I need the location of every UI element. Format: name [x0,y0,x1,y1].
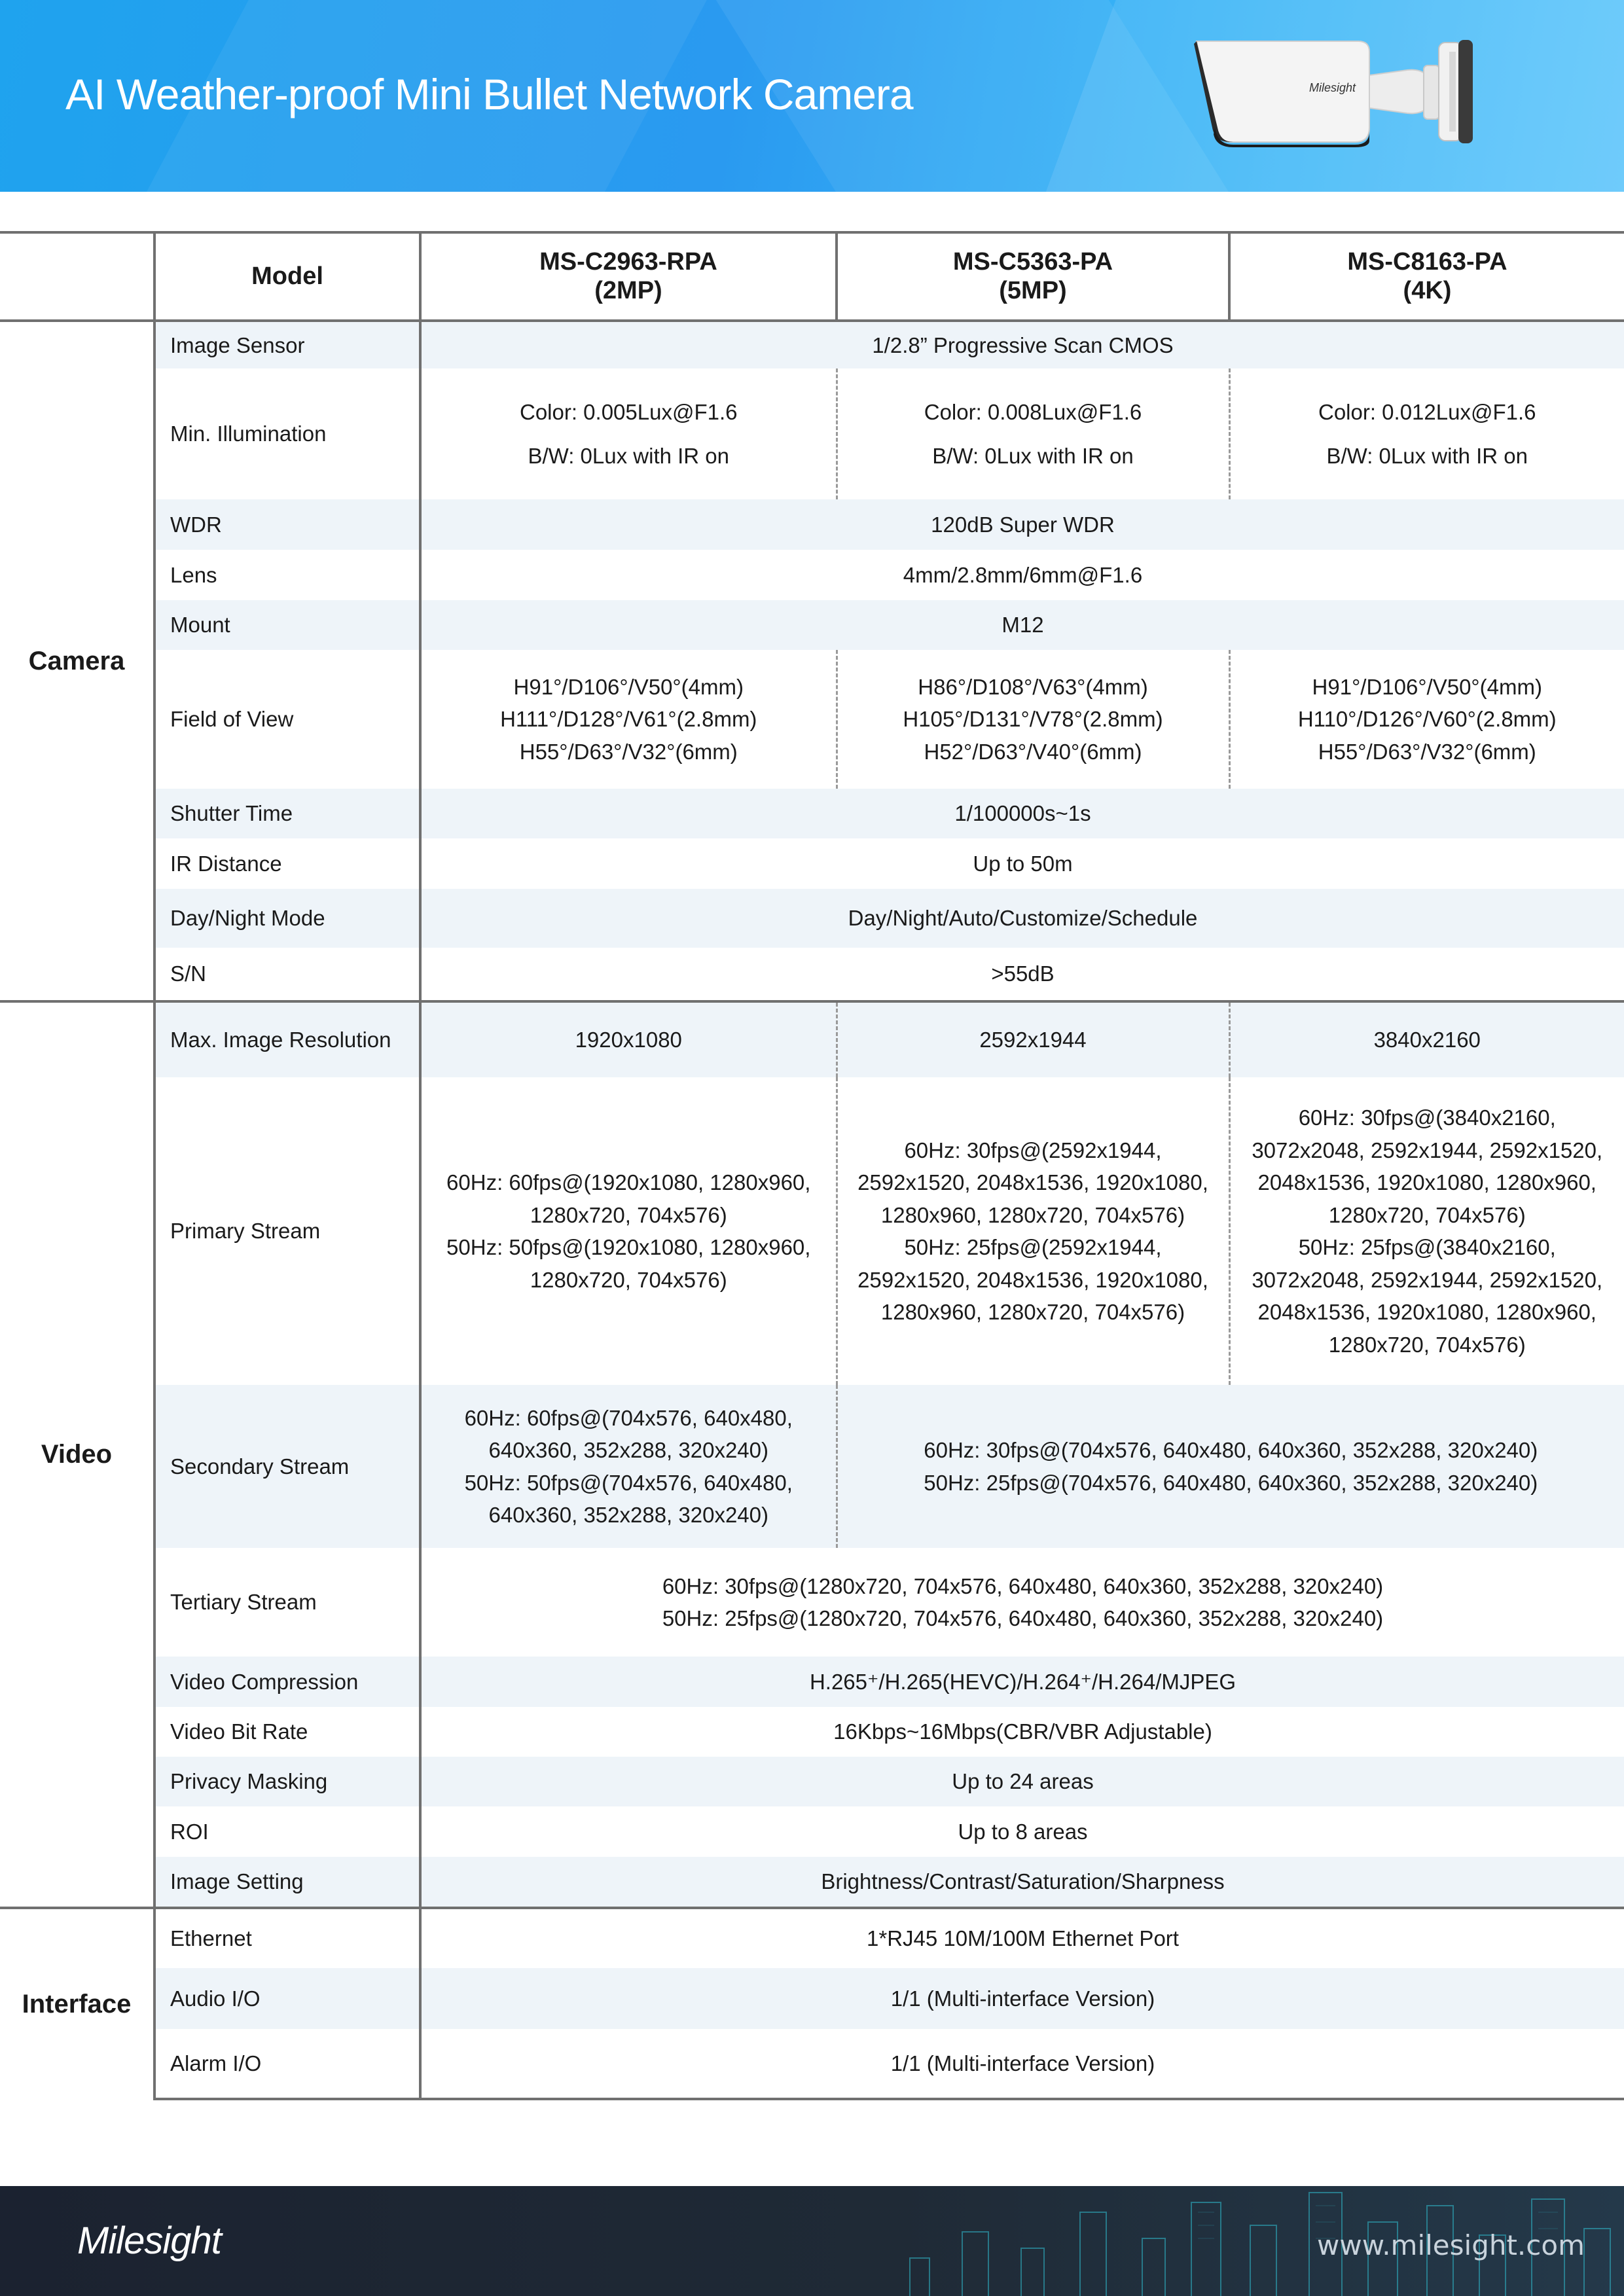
table-row [0,1657,1624,1707]
row-label: Field of View [154,650,420,789]
row-label: Mount [154,600,420,650]
table-row [0,1001,1624,1077]
row-label: Secondary Stream [154,1385,420,1548]
row-value: 1/1 (Multi-interface Version) [420,2029,1624,2099]
row-value: Up to 8 areas [958,1819,1088,1844]
milesight-logo: Milesight [77,2219,221,2262]
group-camera: Camera [0,321,154,1001]
row-value: 60Hz: 30fps@(3840x2160, 3072x2048, 2592x1944, 2592x1520, 2048x1536, 1920x1080, 1280x960, 1280x720, 704x576) 50Hz: 25fps@(3840x2160, 3072x2048, 2592x1944, 2592x1520, 2048x1536, 1920x1080, 1280x960, 1280x720, 704x576) [1252,1105,1603,1357]
row-label: S/N [154,948,420,1000]
table-row [0,838,1624,889]
table-row [0,948,1624,1000]
table-row [0,1548,1624,1657]
row-value: Color: 0.012Lux@F1.6 B/W: 0Lux with IR on [1318,399,1536,468]
table-row [0,368,1624,499]
row-label: Lens [154,550,420,600]
row-value: 1/2.8” Progressive Scan CMOS [420,321,1624,368]
row-value: 1920x1080 [420,1001,837,1077]
row-value: Up to 24 areas [420,1757,1624,1806]
row-value: 1/1 (Multi-interface Version) [420,1968,1624,2029]
row-value: M12 [420,600,1624,650]
row-label: WDR [154,499,420,550]
row-value: Up to 50m [973,851,1073,876]
row-value: Color: 0.008Lux@F1.6 B/W: 0Lux with IR on [837,368,1229,499]
group-interface: Interface [0,1908,154,2099]
row-label: Image Setting [154,1857,420,1908]
row-value: 60Hz: 30fps@(1280x720, 704x576, 640x480, 640x360, 352x288, 320x240) 50Hz: 25fps@(1280x720, 704x576, 640x480, 640x360, 352x288, 320x240) [662,1573,1384,1630]
table-row [0,1077,1624,1385]
footer-bar [0,2186,1624,2296]
table-row [0,889,1624,948]
row-label: Privacy Masking [154,1757,420,1806]
header-model-2: MS-C5363-PA (5MP) [837,232,1229,321]
row-label: Audio I/O [154,1968,420,2029]
row-value: 60Hz: 60fps@(704x576, 640x480, 640x360, 352x288, 320x240) 50Hz: 50fps@(704x576, 640x480, 640x360, 352x288, 320x240) [420,1385,837,1548]
header-blank-cell [0,232,154,321]
row-label: Image Sensor [154,321,420,368]
row-value: 1*RJ45 10M/100M Ethernet Port [420,1908,1624,1968]
table-row [0,499,1624,550]
table-row [0,1968,1624,2029]
table-row [0,1757,1624,1806]
row-label: Video Compression [154,1657,420,1707]
row-label: Max. Image Resolution [154,1001,420,1077]
row-value: H.265⁺/H.265(HEVC)/H.264⁺/H.264/MJPEG [420,1657,1624,1707]
row-value: Color: 0.005Lux@F1.6 B/W: 0Lux with IR on [420,368,837,499]
row-label: Alarm I/O [154,2029,420,2099]
row-value: H86°/D108°/V63°(4mm) H105°/D131°/V78°(2.8mm) H52°/D63°/V40°(6mm) [837,650,1229,789]
table-row [0,1806,1624,1857]
row-label: ROI [154,1806,420,1857]
row-label: Video Bit Rate [154,1707,420,1757]
table-row [0,2029,1624,2099]
table-row [0,1385,1624,1548]
row-label: Ethernet [154,1908,420,1968]
row-value: Brightness/Contrast/Saturation/Sharpness [420,1857,1624,1908]
row-value: 120dB Super WDR [420,499,1624,550]
website-url[interactable]: www.milesight.com [1317,2229,1585,2261]
header-model-label: Model [154,232,420,321]
camera-brand-label: Milesight [1309,81,1356,94]
row-value: >55dB [991,961,1055,986]
header-model-1: MS-C2963-RPA (2MP) [420,232,837,321]
row-value: 16Kbps~16Mbps(CBR/VBR Adjustable) [833,1719,1212,1744]
bullet-camera-image [1191,29,1532,154]
row-value: 3840x2160 [1229,1001,1624,1077]
row-value: 60Hz: 30fps@(2592x1944, 2592x1520, 2048x1536, 1920x1080, 1280x960, 1280x720, 704x576) 50Hz: 25fps@(2592x1944, 2592x1520, 2048x1536, 1920x1080, 1280x960, 1280x720, 704x576) [837,1077,1229,1385]
table-row [0,600,1624,650]
row-value: H91°/D106°/V50°(4mm) H111°/D128°/V61°(2.8mm) H55°/D63°/V32°(6mm) [420,650,837,789]
table-row [0,650,1624,789]
row-label: Primary Stream [154,1077,420,1385]
row-label: Tertiary Stream [154,1548,420,1657]
table-row [0,1857,1624,1908]
table-row [0,550,1624,600]
row-label: IR Distance [154,838,420,889]
row-label: Min. Illumination [154,368,420,499]
spec-table [0,231,1624,2100]
row-label: Day/Night Mode [154,889,420,948]
row-value: 4mm/2.8mm/6mm@F1.6 [903,562,1143,587]
header-banner [0,0,1624,192]
table-row [0,321,1624,368]
group-video: Video [0,1001,154,1908]
header-model-3: MS-C8163-PA (4K) [1229,232,1624,321]
page-title: AI Weather-proof Mini Bullet Network Camera [65,70,913,118]
row-value: 1/100000s~1s [420,789,1624,838]
table-row [0,789,1624,838]
table-row [0,1908,1624,1968]
table-row [0,1707,1624,1757]
row-value: H91°/D106°/V50°(4mm) H110°/D126°/V60°(2.8mm) H55°/D63°/V32°(6mm) [1297,674,1557,764]
row-value: 60Hz: 60fps@(1920x1080, 1280x960, 1280x720, 704x576) 50Hz: 50fps@(1920x1080, 1280x960, 1280x720, 704x576) [420,1077,837,1385]
row-value: 2592x1944 [837,1001,1229,1077]
row-value: Day/Night/Auto/Customize/Schedule [420,889,1624,948]
row-value: 60Hz: 30fps@(704x576, 640x480, 640x360, 352x288, 320x240) 50Hz: 25fps@(704x576, 640x480, 640x360, 352x288, 320x240) [837,1385,1624,1548]
row-label: Shutter Time [154,789,420,838]
table-header-row [0,232,1624,321]
